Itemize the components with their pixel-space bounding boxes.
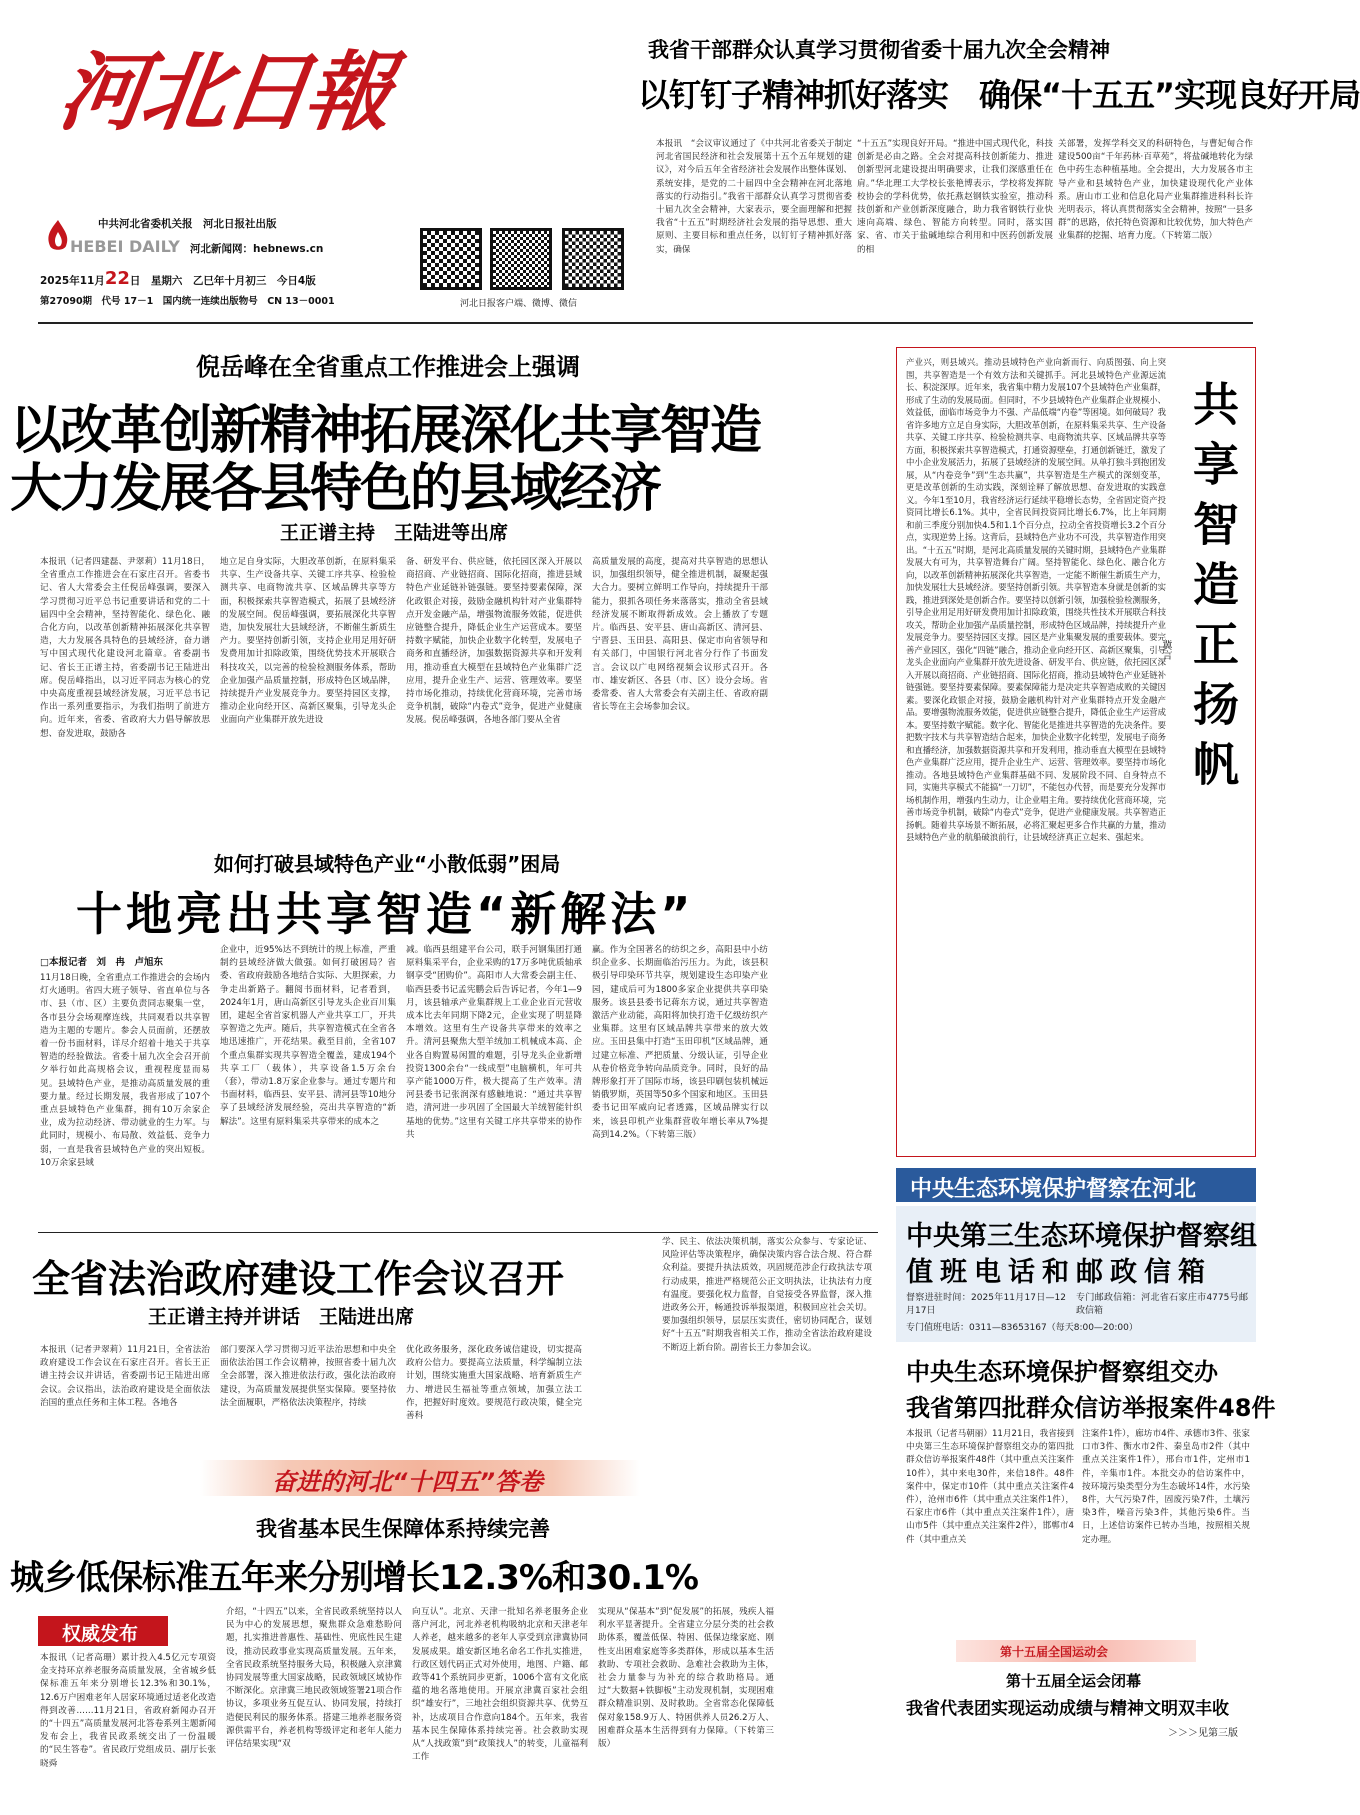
org-line: 中共河北省委机关报 河北日报社出版 (98, 218, 277, 230)
games-tag: 第十五届全国运动会 (1000, 1645, 1109, 1659)
ducha-info-3: 专门邮政信箱：河北省石家庄市4775号邮政信箱 (1076, 1293, 1248, 1317)
top-headline: 以钉钉子精神抓好落实 确保“十五五”实现良好开局 (638, 76, 1360, 114)
date-prefix: 2025年11月 (40, 275, 105, 287)
qr-code-wechat[interactable] (562, 228, 624, 290)
qr-code-app[interactable] (420, 228, 482, 290)
second-headline: 十地亮出共享智造“新解法” (76, 887, 695, 941)
fazhi-col-4: 学、民主、依法决策机制，落实公众参与、专家论证、风险评估等决策程序，确保决策内容合法合规、符合群众利益。要提升执法质效，巩固规范涉企行政执法专项行动成果，推进严格规范公正文明执法，让执法有力度有温度。要强化权力监督，自觉接受各界监督，深入推进政务公开，畅通投诉举报渠道，积极回应社会关切。要加强组织领导，层层压实责任，密切协同配合，谋划好“十五五”时期我省相关工作，推动全省法治政府建设不断迈上新台阶。副省长王力参加会议。 (662, 1237, 872, 1353)
ducha-info-1: 督察进驻时间：2025年11月17日—12月17日 (906, 1293, 1066, 1317)
fazhi-col-1: 本报讯（记者尹翠莉）11月21日，全省法治政府建设工作会议在石家庄召开。省长王正谱主持会议并讲话，省委副书记王陆进出席会议。会议指出，法治政府建设是全面依法治国的重点任务和主体工程。各地各 (40, 1345, 210, 1408)
ducha-col-2: 注案件1件），廊坊市4件、承德市3件、张家口市3件、衡水市2件、秦皇岛市2件（其中重点关注案件1件），邢台市1件，定州市1件，辛集市1件。本批交办的信访案件中，按环境污染类型分为生态破坏14件，水污染8件，大气污染7件，固废污染7件，土壤污染3件，噪音污染3件，其他污染6件。当日，上述信访案件已转办当地，按照相关规定办理。 (1082, 1429, 1250, 1545)
second-col-1: 11月18日晚，全省重点工作推进会的会场内灯火通明。省四大班子领导、省直单位与各市、县（市、区）主要负责同志聚集一堂，各市县分会场观摩连线，共同观看以共享智造为主题的专题片。参会人员面前，还摆放着一份书面材料，详尽介绍着十地关于共享智造的经验做法。省委十届九次全会召开前夕举行如此高规格会议，重视程度显而易见。县域特色产业，是推动高质量发展的重要力量。经过长期发展，我省形成了107个重点县域特色产业集群，拥有10万余家企业，成为拉动经济、带动就业的生力军。与此同时，规模小、布局散、效益低、竞争力弱，一直是我省县域特色产业的突出短板。10万余家县域 (40, 973, 210, 1168)
fazhi-sub: 王正谱主持并讲话 王陆进出席 (148, 1306, 415, 1328)
ducha-info-2: 专门值班电话：0311—83653167（每天8:00—20:00） (906, 1323, 1138, 1333)
second-col-4: 赢。作为全国著名的纺织之乡，高阳县中小纺织企业多、长期面临治污压力。为此，该县积极引导印染环节共享，规划建设生态印染产业园，建成后可为1800多家企业提供共享印染服务。该县县委书记蒋东方说，通过共享智造激活产业动能，高阳将加快打造千亿级纺织产业集群。这里有区域品牌共享带来的放大效应。玉田县集中打造“玉田印机”区域品牌，通过建立标准、严把质量、分级认证，引导企业从卷价格竞争转向品质竞争。同时，良好的品牌形象打开了国际市场，该县印刷包装机械远销俄罗斯，英国等50多个国家和地区。玉田县委书记田军威向记者透露，区域品牌实行以来，该县印机产业集群营收年增长率从7%提高到14.2%。（下转第三版） (592, 945, 768, 1140)
second-kicker: 如何打破县域特色产业“小散低弱”困局 (214, 852, 561, 876)
qr-caption: 河北日报客户端、微博、微信 (460, 299, 578, 309)
minsheng-col-1: 本报讯（记者高珊）累计投入4.5亿元专项资金支持环京养老服务高质量发展，全省城乡低保标准五年来分别增长12.3%和30.1%，12.6万户困难老年人居家环境通过适老化改造得到改善……11月21日，省政府新闻办召开的“十四五”高质量发展河北答卷系列主题新闻发布会上，我省民政系统交出了一份温暖的“民生答卷”。省民政厅党组成员、副厅长张晓舜 (40, 1653, 216, 1769)
ducha-headline-2: 我省第四批群众信访举报案件48件 (906, 1394, 1276, 1422)
commentary-title: 共享智造正扬帆 (1186, 380, 1240, 800)
second-byline: □本报记者 刘 冉 卢旭东 (40, 957, 163, 968)
qr-code-weibo[interactable] (490, 228, 552, 290)
brand-en: HEBEI DAILY (70, 237, 180, 256)
lead-col-3: 备、研发平台、供应链，依托园区深入开展以商招商、产业链招商、国际化招商，推进县域特色产业延链补链强链。要坚持要素保障，深化政银企对接，鼓励金融机构针对产业集群特点开发金融产品，增强物流服务效能，促进供应链整合提升，降低企业生产运营成本。要坚持数字赋能，加快企业数字化转型，发展电子商务和直播经济，加强数据资源共享和开发利用，推动垂直大模型在县域特色产业集群广泛应用，提升企业生产、运营、管理效率。要坚持市场化推动，持续优化营商环境，完善市场竞争机制，破除“内卷式”竞争，促进产业健康发展。倪岳峰强调，各地各部门要从全省 (406, 557, 582, 726)
second-col-3: 减。临西县组建平台公司，联手河钢集团打通原料集采平台，企业采购的17万多吨优质轴承钢享受“团购价”。高阳市人大常委会副主任、临西县委书记孟宪鹏会后告诉记者，今年1—9月，该县轴承产业集群规上工业企业百元营收成本比去年同期下降2元，企业实现了明显降本增效。这里有生产设备共享带来的效率之升。清河县聚焦大型羊绒加工机械成本高、企业各自购置易闲置的难题，引导龙头企业新增投资1300余台“一线成型”电脑横机，年可共享产能1000万件，极大提高了生产效率。清河县委书记张润深有感触地说：“通过共享智造，清河进一步巩固了全国最大羊绒智能针织基地的优势。”这里有关键工序共享带来的协作共 (406, 945, 582, 1140)
lead-col-1: 本报讯（记者四建磊、尹翠莉）11月18日，全省重点工作推进会在石家庄召开。省委书记、省人大常委会主任倪岳峰强调，要深入学习贯彻习近平总书记重要讲话和党的二十届四中全会精神，坚持智能化、绿色化、融合化方向，以改革创新精神拓展深化共享智造，大力发展各具特色的县域经济，奋力谱写中国式现代化建设河北篇章。省委副书记、省长王正谱主持，省委副书记王陆进出席。倪岳峰指出，以习近平同志为核心的党中央高度重视县域经济发展，习近平总书记作出一系列重要指示，为我们指明了前进方向。近年来，省委、省政府大力倡导解放思想、奋发进取，鼓励各 (40, 557, 210, 739)
minsheng-col-2: 介绍，“十四五”以来，全省民政系统坚持以人民为中心的发展思想，聚焦群众急难愁盼问题，扎实推进普惠性、基础性、兜底性民生建设，推动民政事业实现高质量发展。五年来，全省民政系统坚持服务大局，积极融入京津冀协同发展等重大国家战略，民政领域区域协作不断深化。京津冀三地民政领域签署21项合作协议，多项业务互促互认、协同发展，持续打造便民利民的服务体系。搭建三地养老服务资源供需平台，养老机构等级评定和老年人能力评估结果实现“双 (226, 1607, 402, 1750)
minsheng-tag: 权威发布 (62, 1623, 139, 1645)
top-kicker: 我省干部群众认真学习贯彻省委十届九次全会精神 (648, 38, 1110, 62)
issue-line: 第27090期 代号 17－1 国内统一连续出版物号 CN 13－0001 (40, 296, 335, 307)
commentary-byline: 冀言 (1160, 640, 1171, 660)
fazhi-col-3: 优化政务服务，深化政务诚信建设，切实提高政府公信力。要提高立法质量，科学编制立法计划，围绕实施重大国家战略、培育新质生产力、增进民生福祉等重点领域，加强立法工作，把握好时度效。要规范行政决策，健全完善科 (406, 1345, 582, 1422)
masthead-divider (38, 322, 1253, 324)
masthead-logo (52, 18, 396, 188)
fazhi-headline: 全省法治政府建设工作会议召开 (32, 1257, 565, 1301)
website: 河北新闻网：hebnews.cn (190, 243, 324, 255)
date-day: 22 (104, 268, 130, 289)
top-col-2: “十五五”实现良好开局。“推进中国式现代化，科技创新是必由之路。全会对提高科技创新能力、推进创新型河北建设提出明确要求，让我们深感重任在肩。”华北理工大学校长张艳博表示，学校将发挥院校协会的学科优势，依托燕赵钢铁实验室，推动科技创新和产业创新深度融合，助力我省钢铁行业快速向高端、绿色、智能方向转型。同时，落实国家、省、市关于盐碱地综合利用和中医药创新发展的相 (857, 139, 1053, 255)
minsheng-col-3: 向互认”。北京、天津一批知名养老服务企业落户河北，河北养老机构吸纳北京和天津老年人养老，越来越多的老年人享受到京津冀协同发展成果。雄安新区地名命名工作扎实推进，行政区划代码正式对外使用，地图、户籍、邮政等41个系统同步更新，1006个富有文化底蕴的地名落地使用。开展京津冀百家社会组织“雄安行”，三地社会组织资源共享、优势互补，达成项目合作意向184个。五年来，我省基本民生保障体系持续完善。社会救助实现从“人找政策”到“政策找人”的转变，儿童福利工作 (412, 1607, 588, 1763)
ducha-box-title-1: 中央第三生态环境保护督察组 (906, 1221, 1257, 1252)
ducha-headline-1: 中央生态环境保护督察组交办 (906, 1358, 1218, 1386)
fazhi-col-2: 部门要深入学习贯彻习近平法治思想和中央全面依法治国工作会议精神，按照省委十届九次全会部署，深入推进依法行政，强化法治政府建设，为高质量发展提供坚实保障。要坚持依法全面履职，严格依法决策程序，持续 (220, 1345, 396, 1408)
minsheng-col-4: 实现从“保基本”到“促发展”的拓展，残疾人福利水平显著提升。全省建立分层分类的社会救助体系，覆盖低保、特困、低保边缘家庭、刚性支出困难家庭等多类群体，形成以基本生活救助、专项社会救助、急难社会救助为主体，社会力量参与为补充的综合救助格局。通过“大数据+铁脚板”主动发现机制，实现困难群众精准识别、及时救助。全省常态化保障低保对象158.9万人、特困供养人员26.2万人、困难群众基本生活得到有力保障。（下转第三版） (598, 1607, 774, 1750)
lead-kicker: 倪岳峰在全省重点工作推进会上强调 (196, 353, 580, 381)
second-col-2: 企业中，近95%达不到统计的规上标准，严重制约县域经济做大做强。如何打破困局？省委、省政府鼓励各地结合实际、大胆探索，力争走出新路子。翻阅书面材料，记者看到，2024年1月，唐山高新区引导龙头企业百川集团，建起全省首家机器人产业共享工厂，开共享智造之先声。随后，共享智造模式在全省各地迅速推广，开花结果。截至目前，全省107个重点集群实现共享智造全覆盖，建成194个共享工厂（载体），共享设备1.5万余台（套），带动1.8万家企业参与。通过专题片和书面材料，临西县、安平县、清河县等10地分享了县域经济发展经验，亮出共享智造的“新解法”。这里有原料集采共享带来的成本之 (220, 945, 396, 1127)
minsheng-kicker: 我省基本民生保障体系持续完善 (256, 1517, 550, 1541)
games-kicker: 第十五届全运会闭幕 (1006, 1672, 1142, 1690)
lead-col-4: 高质量发展的高度，提高对共享智造的思想认识，加强组织领导，健全推进机制，凝聚起强大合力。要树立鲜明工作导向，持续提升干部能力，狠抓各项任务来落落实，推动全省县域经济发展不断取得新成效。会上播放了专题片。临西县、安平县、唐山高新区、清河县、宁晋县、玉田县、高阳县、保定市向省领导和有关部门，中国银行河北省分行作了书面发言。会议以广电网络视频会议形式召开。各市、雄安新区、各县（市、区）设分会场。省委常委、省人大常委会有关副主任、省政府副省长等在主会场参加会议。 (592, 557, 768, 713)
top-col-3: 关部署，发挥学科交叉的科研特色，与曹妃甸合作建设500亩“千年药林·百草苑”，将盐碱地转化为绿色中药生态种植基地。全会提出，大力发展各市主导产业和县域特色产业，加快建设现代化产业体系。唐山市工业和信息化局产业集群推进科科长许光明表示，将认真贯彻落实全会精神，按照“一县多群”的思路，依托特色资源和比较优势，加大特色产业集群的挖掘、培育力度。（下转第二版） (1058, 139, 1253, 242)
lead-headline-2: 大力发展各县特色的县域经济 (10, 459, 661, 519)
logo-text: 河北日報 (52, 42, 396, 143)
banner-title: 奋进的河北“十四五”答卷 (272, 1468, 543, 1496)
ducha-box-title-2: 值班电话和邮政信箱 (906, 1257, 1212, 1288)
lead-col-2: 地立足自身实际，大胆改革创新，在原料集采共享、生产设备共享、关键工序共享、检验检测共享、电商物流共享、区域品牌共享等方面，积极探索共享智造模式，拓展了县域经济的发展空间。倪岳峰强调，要拓展深化共享智造，加快发展壮大县域经济，不断催生新质生产力。要坚持创新引领，支持企业用足用好研发费用加计扣除政策，围绕优势技术开展联合科技攻关，以完善的检验检测服务体系，帮助企业加强产品质量控制，形成特色区域品牌，持续提升产业发展竞争力。要坚持园区支撑，推动企业向经开区、高新区聚集，引导龙头企业面向产业集群开放先进设 (220, 557, 396, 726)
ducha-col-1: 本报讯（记者马朝丽）11月21日，我省接到中央第三生态环境保护督察组交办的第四批群众信访举报案件48件（其中重点关注案件10件），其中来电30件，来信18件。48件案件中，保定市10件（其中重点关注案件4件），沧州市6件（其中重点关注案件1件），石家庄市6件（其中重点关注案件1件），唐山市5件（其中重点关注案件2件），邯郸市4件（其中重点关 (906, 1429, 1074, 1545)
commentary-body: 产业兴，则县域兴。推动县域特色产业向新而行、向质图强、向上突围，共享智造是一个有效方法和关键抓手。河北县域特色产业源远流长、积淀深厚。近年来，我省集中精力发展107个县域特色产业集群，形成了生动的发展局面。但同时，不少县域特色产业集群企业规模小、效益低，面临市场竞争力不强、产品低端“内卷”等困境。如何破局？我省许多地方立足自身实际，大胆改革创新，在原料集采共享、生产设备共享、关键工序共享、检验检测共享、电商物流共享、区域品牌共享等方面，积极探索共享智造模式，打通资源壁垒，打通创新链迁，激发了中小企业发展活力，拓展了县域经济的发展空间。从单打独斗到抱团发展，从“内卷竞争”到“生态共赢”，共享智造是生产模式的深刻变革，更是改革创新的生动实践，深刻诠释了解放思想、奋发进取的实践意义。今年1至10月，我省经济运行延续平稳增长态势，全省固定资产投资同比增长6.1%。其中，全省民间投资同比增长6.7%，比上年同期和前三季度分别加快4.5和1.1个百分点，拉动全省投资增长3.2个百分点，实现逆势上扬。这背后，县域特色产业功不可没，共享智造作用突出。“十五五”时期，是河北高质量发展的关键时期，县域特色产业集群发展大有可为，共享智造舞台广阔。坚持智能化、绿色化、融合化方向，以改革创新精神拓展深化共享智造，一定能不断催生新质生产力，加快发展壮大县域经济。要坚持创新引领。共享智造本身就是创新的实践，推进到深处是创新合作。要坚持以创新引领，加强检验检测服务，引导企业用足用好研发费用加计扣除政策，围绕共性技术开展联合科技攻关，帮助企业加强产品质量控制，形成特色区域品牌，持续提升产业发展竞争力。要坚持园区支撑。园区是产业集聚发展的重要载体。要完善产业园区，强化“四链”融合，推动企业向经开区、高新区聚集，引导龙头企业面向产业集群开放先进设备、研发平台、供应链，依托园区深入开展以商招商、产业链招商、国际化招商，推动县域特色产业延链补链强链。要坚持要素保障。要素保障能力是决定共享智造成败的关键因素。要深化政银企对接，鼓励金融机构针对产业集群特点开发金融产品。要增强物流服务效能，促进供应链整合提升，降低企业生产运营成本。要坚持数字赋能。数字化、智能化是推进共享智造的先决条件。要把数字技术与共享智造结合起来，加快企业数字化转型，发展电子商务和直播经济，加强数据资源共享和开发利用，推动垂直大模型在县域特色产业集群广泛应用，提升企业生产、运营、管理效率。要坚持市场化推动。各地县域特色产业集群基础不同、发展阶段不同、自身特点不同，实施共享模式不能搞“一刀切”，不能包办代替，而是要充分发挥市场机制作用，增强内生动力，让企业唱主角。要持续优化营商环境，完善市场竞争机制，破除“内卷式”竞争，促进产业健康发展。共享智造正扬帆。随着共享场景不断拓展，必将汇聚起更多合作共赢的力量，推动县域特色产业的航船破浪前行，让县域经济真正立起来、强起来。 (906, 357, 1166, 842)
top-col-1: 本报讯 “会议审议通过了《中共河北省委关于制定河北省国民经济和社会发展第十五个五年规划的建议》，对今后五年全省经济社会发展作出整体谋划、系统安排，是党的二十届四中全会精神在河北落地落实的行动指引。”我省干部群众认真学习贯彻省委十届九次全会精神，大家表示，要全面理解和把握我省“十五五”时期经济社会发展的指导思想、重大原则、主要目标和重点任务，以钉钉子精神抓好落实，确保 (656, 139, 852, 255)
fazhi-divider (38, 1232, 878, 1233)
date-suffix: 日 星期六 乙巳年十月初三 今日4版 (129, 275, 316, 287)
games-headline: 我省代表团实现运动成绩与精神文明双丰收 (906, 1699, 1229, 1719)
date-line (40, 268, 316, 289)
lead-sub: 王正谱主持 王陆进等出席 (280, 522, 509, 544)
lead-headline-1: 以改革创新精神拓展深化共享智造 (10, 401, 761, 461)
ducha-section: 中央生态环境保护督察在河北 (910, 1177, 1197, 1202)
games-ref-link[interactable]: ＞＞＞见第三版 (1168, 1728, 1238, 1739)
minsheng-headline: 城乡低保标准五年来分别增长12.3%和30.1% (10, 1558, 698, 1598)
